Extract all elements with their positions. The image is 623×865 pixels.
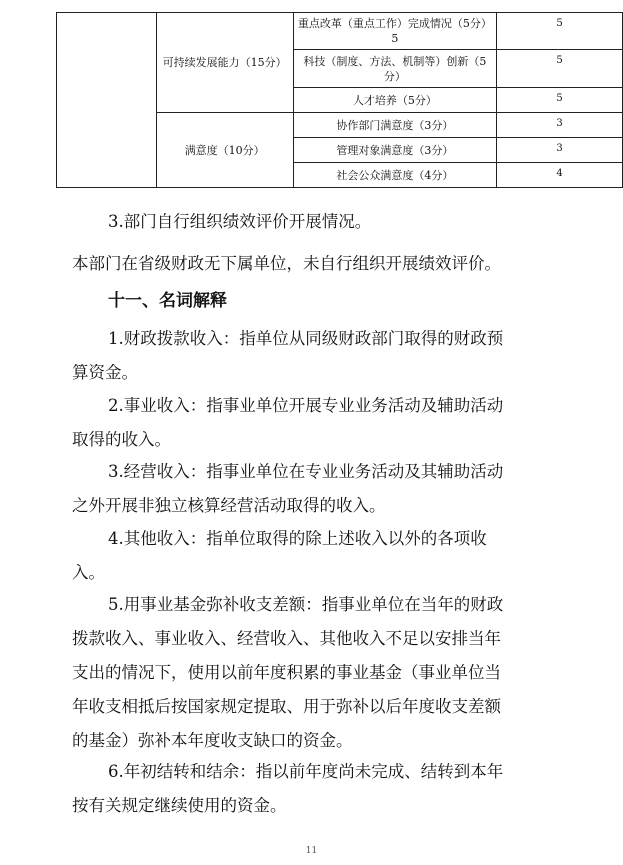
definition-3: [72, 455, 582, 523]
score-public-satisfaction: 4: [497, 163, 623, 188]
definition-3-line-1: 3.经营收入：指事业单位在专业业务活动及其辅助活动: [108, 462, 504, 481]
score-tech-innovation: 5: [497, 50, 623, 88]
score-key-reform: 5: [497, 13, 623, 50]
section3-title: 3.部门自行组织绩效评价开展情况。: [108, 212, 372, 231]
definition-2: [72, 389, 582, 457]
definition-1: [72, 322, 582, 390]
category-satisfaction: 满意度（10分）: [156, 113, 293, 188]
definition-5-line-2: 拨款收入、事业收入、经营收入、其他收入不足以安排当年: [72, 629, 501, 648]
definition-1-line-1: 1.财政拨款收入：指单位从同级财政部门取得的财政预: [108, 329, 504, 348]
definition-2-line-1: 2.事业收入：指事业单位开展专业业务活动及辅助活动: [108, 396, 504, 415]
definition-6: [72, 755, 582, 823]
item-tech-innovation: 科技（制度、方法、机制等）创新（5分）: [293, 50, 497, 88]
item-managed-satisfaction: 管理对象满意度（3分）: [293, 138, 497, 163]
score-managed-satisfaction: 3: [497, 138, 623, 163]
page-number: 11: [305, 846, 318, 856]
section3-body: 本部门在省级财政无下属单位，未自行组织开展绩效评价。: [72, 254, 501, 273]
definition-5: [72, 588, 582, 758]
performance-table: [56, 12, 623, 188]
definition-4-line-2: 入。: [72, 563, 105, 582]
item-talent-training: 人才培养（5分）: [293, 88, 497, 113]
score-collab-satisfaction: 3: [497, 113, 623, 138]
table-first-column-cell: [57, 13, 157, 188]
item-collab-satisfaction: 协作部门满意度（3分）: [293, 113, 497, 138]
definition-5-line-1: 5.用事业基金弥补收支差额：指事业单位在当年的财政: [108, 595, 504, 614]
item-public-satisfaction: 社会公众满意度（4分）: [293, 163, 497, 188]
category-sustainability: 可持续发展能力（15分）: [156, 13, 293, 113]
definition-1-line-2: 算资金。: [72, 363, 138, 382]
definition-4: [72, 522, 582, 590]
definition-5-line-5: 的基金）弥补本年度收支缺口的资金。: [72, 731, 353, 750]
score-talent-training: 5: [497, 88, 623, 113]
item-key-reform: 重点改革（重点工作）完成情况（5分）5: [293, 13, 497, 50]
section-heading: 十一、名词解释: [108, 291, 227, 311]
definition-3-line-2: 之外开展非独立核算经营活动取得的收入。: [72, 496, 386, 515]
definition-4-line-1: 4.其他收入：指单位取得的除上述收入以外的各项收: [108, 529, 487, 548]
definition-6-line-1: 6.年初结转和结余：指以前年度尚未完成、结转到本年: [108, 762, 504, 781]
definition-2-line-2: 取得的收入。: [72, 430, 171, 449]
definition-5-line-4: 年收支相抵后按国家规定提取、用于弥补以后年度收支差额: [72, 697, 501, 716]
definition-5-line-3: 支出的情况下，使用以前年度积累的事业基金（事业单位当: [72, 663, 501, 682]
definition-6-line-2: 按有关规定继续使用的资金。: [72, 796, 287, 815]
